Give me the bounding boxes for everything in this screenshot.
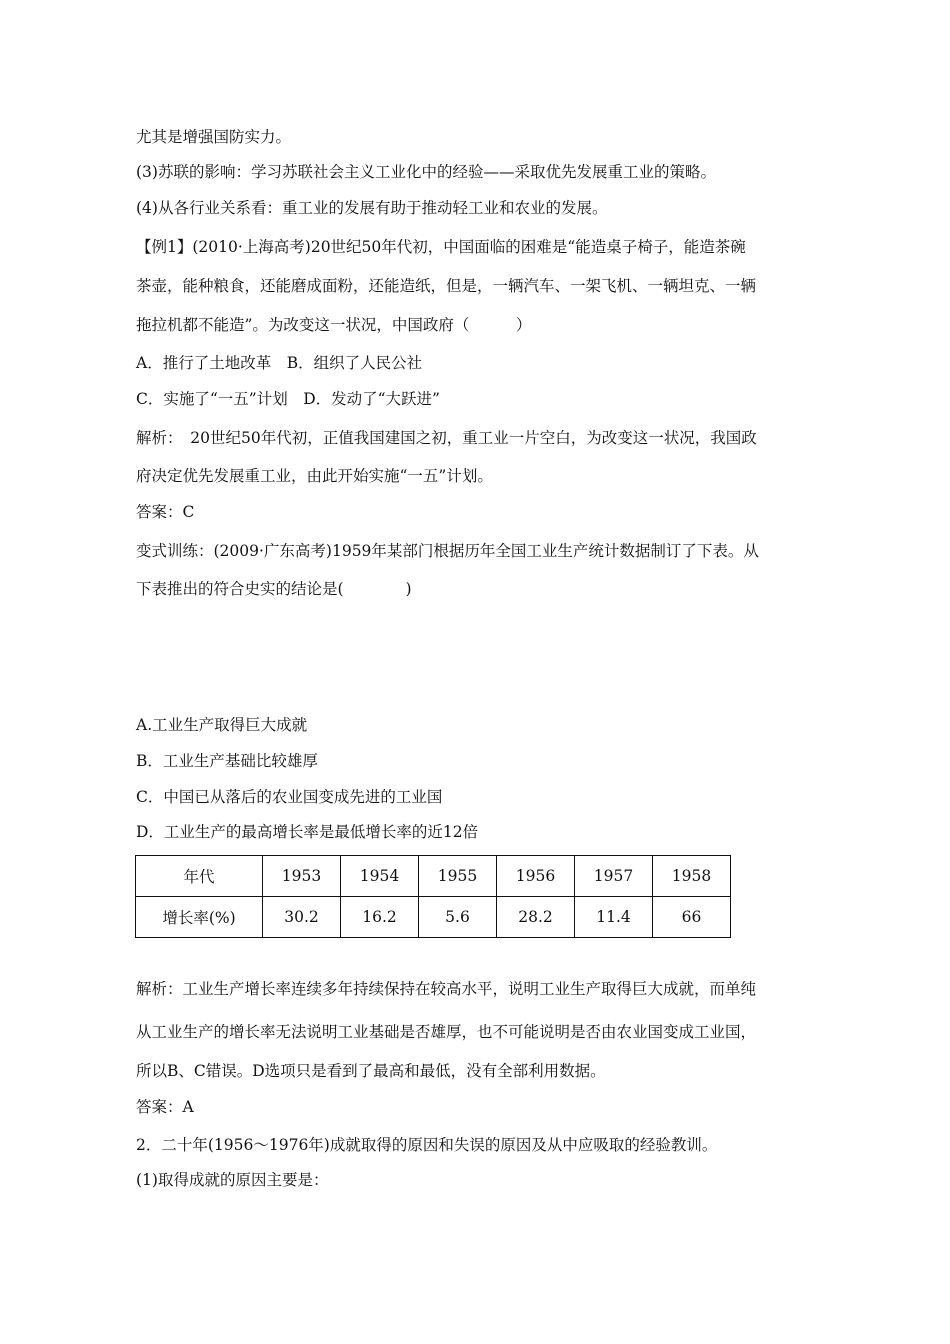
example-1-options-cd: C．实施了“一五”计划 D．发动了“大跃进” bbox=[136, 390, 440, 408]
variant-question-line-2: 下表推出的符合史实的结论是( ) bbox=[136, 580, 412, 598]
line-2: (3)苏联的影响：学习苏联社会主义工业化中的经验——采取优先发展重工业的策略。 bbox=[136, 163, 716, 181]
example-1-question-line-3: 拖拉机都不能造”。为改变这一状况，中国政府（ ） bbox=[136, 316, 532, 334]
variant-option-c: C．中国已从落后的农业国变成先进的工业国 bbox=[136, 788, 443, 806]
example-1-analysis-line-1: 解析： 20世纪50年代初，正值我国建国之初，重工业一片空白，为改变这一状况，我国政 bbox=[136, 429, 757, 447]
example-1-question-line-2: 茶壶，能种粮食，还能磨成面粉，还能造纸，但是，一辆汽车、一架飞机、一辆坦克、一辆 bbox=[136, 277, 757, 295]
example-1-options-ab: A．推行了土地改革 B．组织了人民公社 bbox=[136, 354, 423, 372]
example-1-analysis-line-2: 府决定优先发展重工业，由此开始实施“一五”计划。 bbox=[136, 467, 493, 485]
table-cell: 1955 bbox=[419, 856, 497, 897]
table-cell: 30.2 bbox=[263, 897, 341, 938]
table-cell: 1957 bbox=[575, 856, 653, 897]
variant-option-d: D．工业生产的最高增长率是最低增长率的近12倍 bbox=[136, 823, 479, 841]
section-2-heading: 2．二十年(1956～1976年)成就取得的原因和失误的原因及从中应吸取的经验教训。 bbox=[136, 1136, 718, 1154]
line-1: 尤其是增强国防实力。 bbox=[136, 128, 292, 146]
table-cell: 1956 bbox=[497, 856, 575, 897]
variant-analysis-line-1: 解析：工业生产增长率连续多年持续保持在较高水平，说明工业生产取得巨大成就，而单纯 bbox=[136, 980, 757, 998]
table-cell: 66 bbox=[653, 897, 731, 938]
variant-answer: 答案：A bbox=[136, 1098, 194, 1116]
example-1-question-line-1: 【例1】(2010·上海高考)20世纪50年代初，中国面临的困难是“能造桌子椅子，能造茶碗 bbox=[136, 238, 746, 256]
variant-analysis-line-3: 所以B、C错误。D选项只是看到了最高和最低，没有全部利用数据。 bbox=[136, 1062, 606, 1080]
line-3: (4)从各行业关系看：重工业的发展有助于推动轻工业和农业的发展。 bbox=[136, 199, 608, 217]
table-cell: 11.4 bbox=[575, 897, 653, 938]
example-1-answer: 答案：C bbox=[136, 503, 195, 521]
growth-rate-table bbox=[135, 855, 731, 938]
variant-option-a: A.工业生产取得巨大成就 bbox=[136, 716, 308, 734]
table-cell: 1953 bbox=[263, 856, 341, 897]
variant-question-line-1: 变式训练：(2009·广东高考)1959年某部门根据历年全国工业生产统计数据制订了下表。从 bbox=[136, 542, 759, 560]
table-cell: 28.2 bbox=[497, 897, 575, 938]
variant-option-b: B．工业生产基础比较雄厚 bbox=[136, 752, 318, 770]
table-cell: 年代 bbox=[136, 856, 263, 897]
table-cell: 5.6 bbox=[419, 897, 497, 938]
table-cell: 16.2 bbox=[341, 897, 419, 938]
section-2-subheading: (1)取得成就的原因主要是： bbox=[136, 1171, 329, 1189]
variant-analysis-line-2: 从工业生产的增长率无法说明工业基础是否雄厚，也不可能说明是否由农业国变成工业国， bbox=[136, 1023, 757, 1041]
table-cell: 1958 bbox=[653, 856, 731, 897]
table-cell: 1954 bbox=[341, 856, 419, 897]
table-row bbox=[136, 897, 731, 938]
table-cell: 增长率(%) bbox=[136, 897, 263, 938]
table-header-row bbox=[136, 856, 731, 897]
